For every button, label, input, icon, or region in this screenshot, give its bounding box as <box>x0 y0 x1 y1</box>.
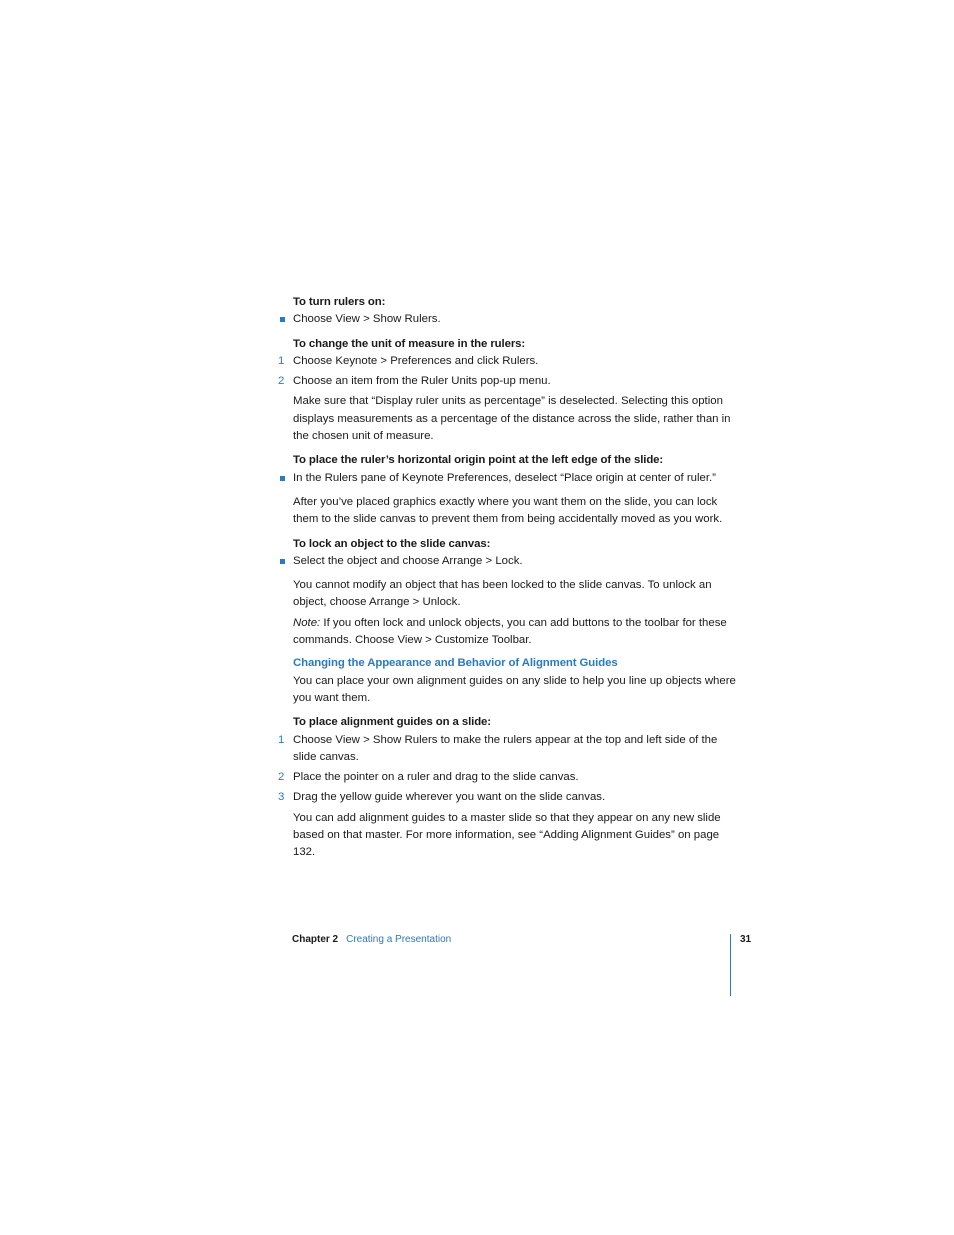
step-item <box>278 769 738 786</box>
body-paragraph: Make sure that “Display ruler units as percentage” is deselected. Selecting this option displays measurements as a percentage of the distance across the slide, rather than in the chosen unit of measure. <box>293 395 731 443</box>
bullet-item <box>293 553 738 570</box>
step-item <box>278 732 738 767</box>
task-heading-change-unit: To change the unit of measure in the rulers: <box>293 337 526 350</box>
step-text: Choose View > Show Rulers to make the rulers appear at the top and left side of the slide canvas. <box>293 733 718 763</box>
step-text: Choose Keynote > Preferences and click Rulers. <box>293 354 539 367</box>
step-number: 1 <box>278 354 285 367</box>
page-number: 31 <box>740 934 752 945</box>
page-body <box>278 294 738 862</box>
square-bullet-icon <box>280 317 285 322</box>
task-heading-turn-rulers-on: To turn rulers on: <box>293 296 386 308</box>
bullet-item <box>293 311 738 328</box>
page-footer <box>292 933 451 947</box>
task-heading-place-guides: To place alignment guides on a slide: <box>293 716 491 729</box>
chapter-label: Chapter 2 <box>292 934 339 945</box>
step-number: 1 <box>278 733 285 746</box>
footer-divider <box>730 934 731 996</box>
note-paragraph <box>293 615 738 650</box>
step-item <box>278 789 738 806</box>
step-number: 2 <box>278 771 285 784</box>
task-heading-origin-point: To place the ruler’s horizontal origin point at the left edge of the slide: <box>293 454 664 467</box>
body-paragraph: After you’ve placed graphics exactly where you want them on the slide, you can lock them to the slide canvas to prevent them from being accidentally moved as you work. <box>293 495 723 526</box>
note-text: If you often lock and unlock objects, you can add buttons to the toolbar for these commands. Choose View > Customize Toolbar. <box>293 616 727 647</box>
body-paragraph: You can add alignment guides to a master slide so that they appear on any new slide based on that master. For more information, see “Adding Alignment Guides” on page 132. <box>293 811 721 859</box>
step-number: 2 <box>278 375 285 388</box>
note-label: Note: <box>293 616 321 629</box>
body-paragraph: You cannot modify an object that has been locked to the slide canvas. To unlock an object, choose Arrange > Unlock. <box>293 579 712 609</box>
chapter-title: Creating a Presentation <box>346 934 452 945</box>
task-heading-lock-object: To lock an object to the slide canvas: <box>293 537 491 550</box>
step-text: Choose an item from the Ruler Units pop-up menu. <box>293 375 551 388</box>
step-item <box>278 373 738 390</box>
bullet-text: In the Rulers pane of Keynote Preferences, deselect “Place origin at center of ruler.” <box>293 471 716 484</box>
bullet-text: Choose View > Show Rulers. <box>293 313 441 326</box>
square-bullet-icon <box>280 559 285 564</box>
step-number: 3 <box>278 791 285 804</box>
square-bullet-icon <box>280 476 285 481</box>
step-text: Place the pointer on a ruler and drag to the slide canvas. <box>293 771 579 784</box>
body-paragraph: You can place your own alignment guides on any slide to help you line up objects where you want them. <box>293 674 736 704</box>
step-text: Drag the yellow guide wherever you want on the slide canvas. <box>293 791 606 804</box>
section-heading: Changing the Appearance and Behavior of Alignment Guides <box>293 657 618 670</box>
step-item <box>278 353 738 370</box>
bullet-text: Select the object and choose Arrange > Lock. <box>293 554 523 567</box>
bullet-item <box>293 470 738 487</box>
